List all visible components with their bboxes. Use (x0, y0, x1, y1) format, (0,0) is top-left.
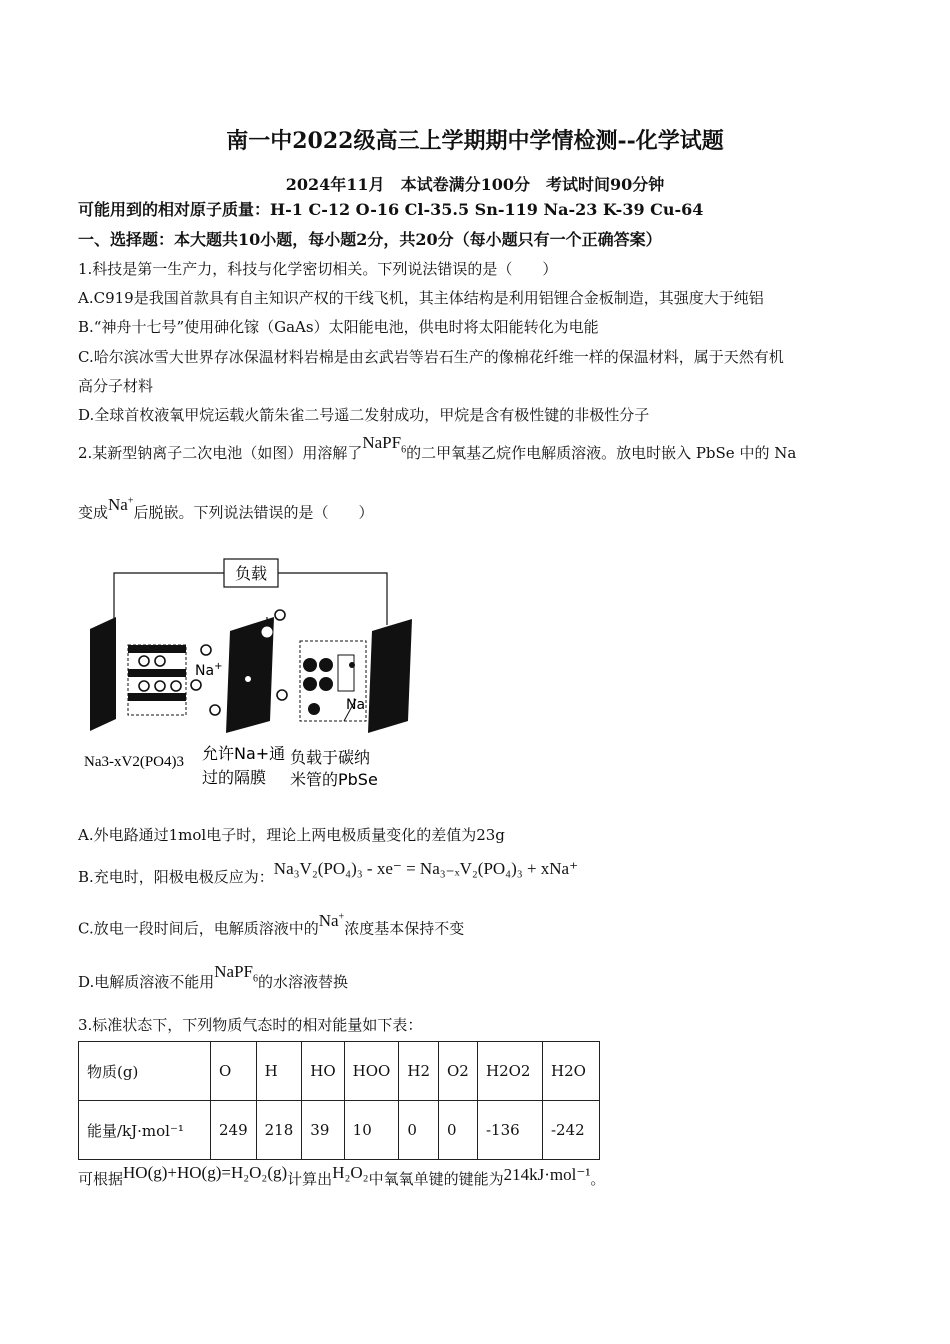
q3-stem: 3.标准状态下，下列物质气态时的相对能量如下表： (78, 1016, 423, 1034)
q2-option-d: D.电解质溶液不能用NaPF$_6$的水溶液替换 (78, 962, 349, 991)
cathode-label: Na3-xV2(PO4)3 (84, 754, 184, 770)
atomic-masses: 可能用到的相对原子质量：H-1 C-12 O-16 Cl-35.5 Sn-119 Na-23 K-39 Cu-64 (78, 200, 704, 219)
anode-label-1: 负载于碳纳 (290, 748, 371, 767)
q2-stem-cont: 变成Na+后脱嵌。下列说法错误的是（ ） (78, 494, 374, 522)
q1-option-c-cont: 高分子材料 (78, 377, 154, 395)
table-cell: HOO (344, 1042, 399, 1101)
q2-stem: 2.某新型钠离子二次电池（如图）用溶解了NaPF$_6$的二甲氧基乙烷作电解质溶液。放电时嵌入 PbSe 中的 Na (78, 433, 797, 462)
table-cell: -136 (477, 1101, 542, 1160)
table-cell: 218 (256, 1101, 302, 1160)
load-label: 负载 (234, 564, 268, 583)
anode-label-2: 米管的PbSe (290, 770, 378, 789)
table-cell: HO (302, 1042, 344, 1101)
na-label-right: Na (346, 697, 366, 713)
table-cell: 10 (344, 1101, 399, 1160)
battery-diagram (82, 553, 422, 793)
table-cell: 39 (302, 1101, 344, 1160)
q1-option-a: A.C919是我国首款具有自主知识产权的干线飞机，其主体结构是利用铝锂合金板制造，其强度大于纯铝 (78, 289, 764, 307)
q1-option-d: D.全球首枚液氧甲烷运载火箭朱雀二号遥二发射成功，甲烷是含有极性键的非极性分子 (78, 406, 650, 424)
q1-option-c: C.哈尔滨冰雪大世界存冰保温材料岩棉是由玄武岩等岩石生产的像棉花纤维一样的保温材料，属于天然有机 (78, 348, 784, 366)
energy-table (78, 1041, 600, 1160)
na-ion-label: Na+ (195, 661, 223, 679)
table-cell: 0 (399, 1101, 439, 1160)
page-title: 南一中2022级高三上学期期中学情检测--化学试题 (226, 128, 724, 154)
table-cell: 能量/kJ·mol⁻¹ (79, 1101, 211, 1160)
table-cell: 0 (438, 1101, 477, 1160)
exam-meta: 2024年11月 本试卷满分100分 考试时间90分钟 (285, 175, 665, 194)
membrane-label-2: 过的隔膜 (202, 768, 267, 787)
section-heading: 一、选择题：本大题共10小题，每小题2分，共20分（每小题只有一个正确答案） (78, 230, 662, 249)
q1-stem: 1.科技是第一生产力，科技与化学密切相关。下列说法错误的是（ ） (78, 260, 558, 278)
table-cell: -242 (542, 1101, 599, 1160)
q3-footnote: 可根据HO(g)+HO(g)=H₂O₂(g)计算出H₂O₂中氧氧单键的键能为214kJ·mol⁻¹。 (78, 1163, 606, 1188)
q2-option-b: B.充电时，阳极电极反应为：Na₃V₂(PO₄)₃ - xe⁻ = Na₃₋ₓV₂(PO₄)₃ + xNa⁺ (78, 859, 579, 886)
table-row (79, 1101, 600, 1160)
q2-option-a: A.外电路通过1mol电子时，理论上两电极质量变化的差值为23g (78, 826, 505, 844)
table-cell: 物质(g) (79, 1042, 211, 1101)
table-cell: 249 (211, 1101, 257, 1160)
membrane-label-1: 允许Na+通 (202, 744, 286, 763)
q1-option-b: B.“神舟十七号”使用砷化镓（GaAs）太阳能电池，供电时将太阳能转化为电能 (78, 318, 599, 336)
table-cell: O2 (438, 1042, 477, 1101)
q2-option-c: C.放电一段时间后，电解质溶液中的Na+浓度基本保持不变 (78, 910, 465, 938)
table-cell: H2O2 (477, 1042, 542, 1101)
table-cell: H (256, 1042, 302, 1101)
table-cell: H2O (542, 1042, 599, 1101)
table-cell: O (211, 1042, 257, 1101)
table-cell: H2 (399, 1042, 439, 1101)
table-row (79, 1042, 600, 1101)
